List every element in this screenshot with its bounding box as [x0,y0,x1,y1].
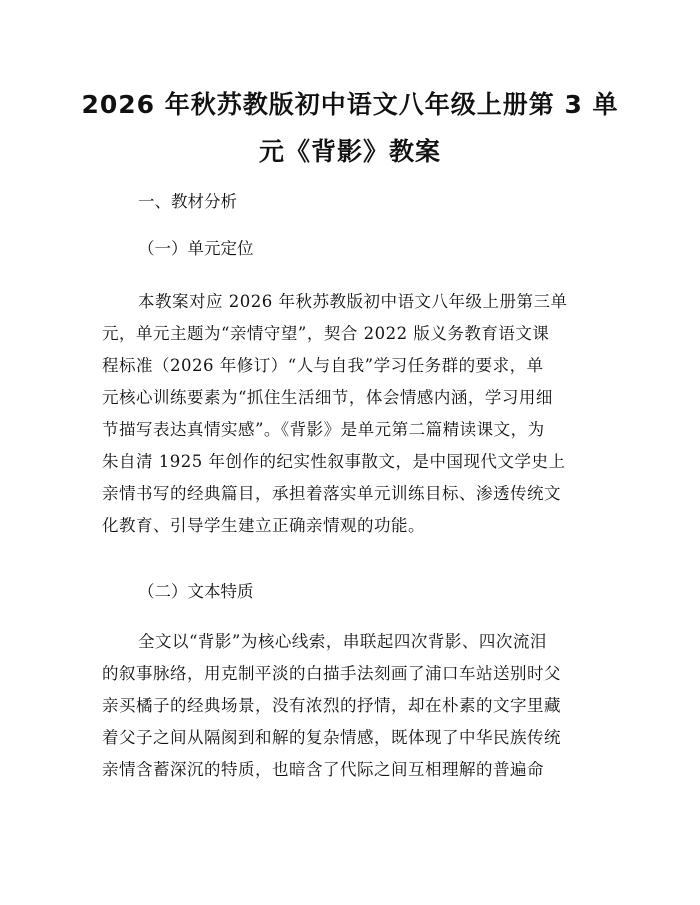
paragraph-line: 亲情书写的经典篇目，承担着落实单元训练目标、渗透传统文 [102,484,561,503]
paragraph-line: 元核心训练要素为“抓住生活细节，体会情感内涵，学习用细 [102,388,553,407]
subsection-heading-unit-positioning: （一）单元定位 [138,239,254,258]
paragraph-line: 着父子之间从隔阂到和解的复杂情感，既体现了中华民族传统 [102,728,561,747]
paragraph-line: 亲情含蓄深沉的特质，也暗含了代际之间互相理解的普遍命 [102,760,544,779]
paragraph-line: 元，单元主题为“亲情守望”，契合 2022 版义务教育语文课 [102,324,550,343]
document-title-line-2: 元《背影》教案 [258,137,441,166]
paragraph-line: 化教育、引导学生建立正确亲情观的功能。 [102,516,425,535]
paragraph-line: 的叙事脉络，用克制平淡的白描手法刻画了浦口车站送别时父 [102,664,561,683]
paragraph-line: 节描写表达真情实感”。《背影》是单元第二篇精读课文，为 [102,420,545,439]
subsection-heading-text-features: （二）文本特质 [138,582,254,601]
paragraph-line: 全文以“背影”为核心线索，串联起四次背影、四次流泪 [138,632,547,651]
section-heading-textbook-analysis: 一、教材分析 [138,192,237,211]
paragraph-line: 程标准（2026 年修订）“人与自我”学习任务群的要求，单 [102,356,544,375]
paragraph-line: 本教案对应 2026 年秋苏教版初中语文八年级上册第三单 [138,292,568,311]
paragraph-line: 亲买橘子的经典场景，没有浓烈的抒情，却在朴素的文字里藏 [102,696,561,715]
document-title-line-1: 2026 年秋苏教版初中语文八年级上册第 3 单 [81,90,619,119]
paragraph-line: 朱自清 1925 年创作的纪实性叙事散文，是中国现代文学史上 [102,452,566,471]
